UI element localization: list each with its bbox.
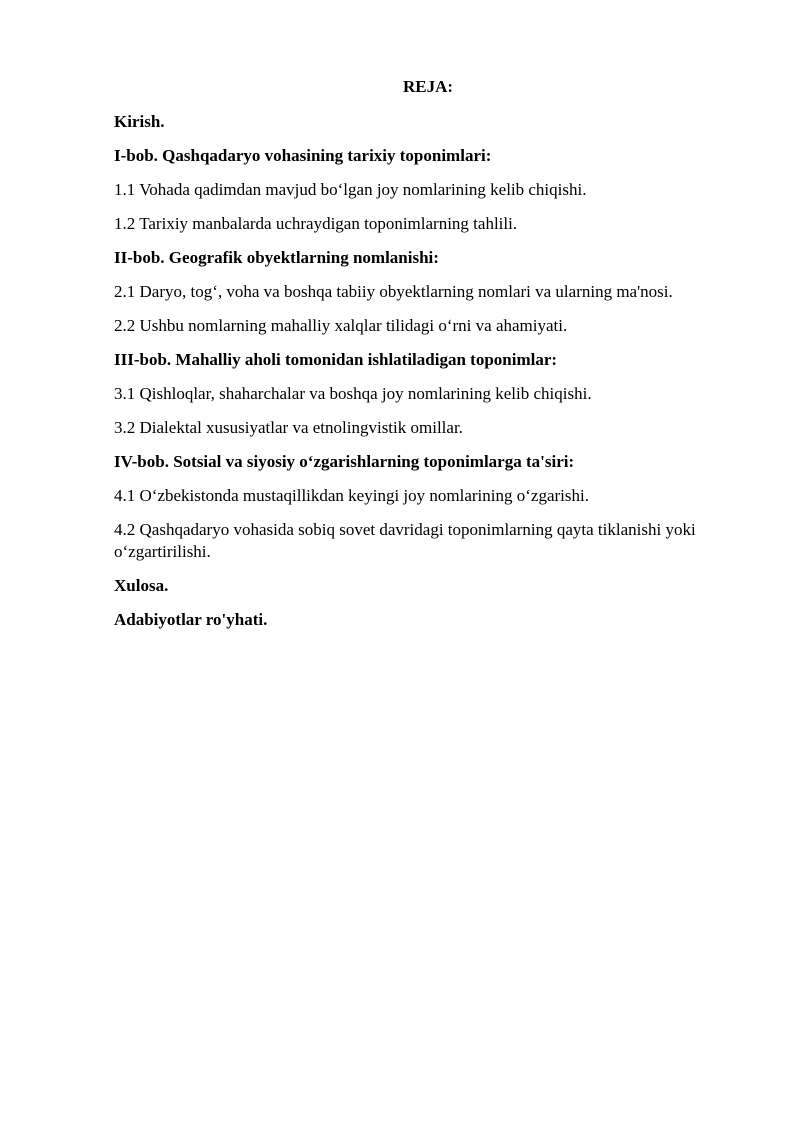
- plan-line: IV-bob. Sotsial va siyosiy o‘zgarishlarning toponimlarga ta'siri:: [114, 452, 575, 471]
- plan-line: 4.2 Qashqadaryo vohasida sobiq sovet davridagi toponimlarning qayta tiklanishi yoki o‘zgartirilishi.: [114, 520, 696, 561]
- plan-list: [114, 111, 744, 643]
- plan-line: 3.1 Qishloqlar, shaharchalar va boshqa joy nomlarining kelib chiqishi.: [114, 384, 592, 403]
- plan-line: 2.2 Ushbu nomlarning mahalliy xalqlar tilidagi o‘rni va ahamiyati.: [114, 316, 568, 335]
- plan-line: 1.1 Vohada qadimdan mavjud bo‘lgan joy nomlarining kelib chiqishi.: [114, 180, 587, 199]
- plan-line: I-bob. Qashqadaryo vohasining tarixiy toponimlari:: [114, 146, 492, 165]
- plan-line: 1.2 Tarixiy manbalarda uchraydigan toponimlarning tahlili.: [114, 214, 518, 233]
- plan-line: Xulosa.: [114, 576, 169, 595]
- plan-line: Adabiyotlar ro'yhati.: [114, 610, 268, 629]
- document-title: REJA:: [402, 77, 454, 96]
- plan-line: III-bob. Mahalliy aholi tomonidan ishlatiladigan toponimlar:: [114, 350, 558, 369]
- plan-line: 3.2 Dialektal xususiyatlar va etnolingvistik omillar.: [114, 418, 463, 437]
- plan-line: 2.1 Daryo, tog‘, voha va boshqa tabiiy obyektlarning nomlari va ularning ma'nosi.: [114, 282, 673, 301]
- plan-line: 4.1 O‘zbekistonda mustaqillikdan keyingi joy nomlarining o‘zgarishi.: [114, 486, 589, 505]
- plan-line: Kirish.: [114, 112, 165, 131]
- plan-line: II-bob. Geografik obyektlarning nomlanishi:: [114, 248, 439, 267]
